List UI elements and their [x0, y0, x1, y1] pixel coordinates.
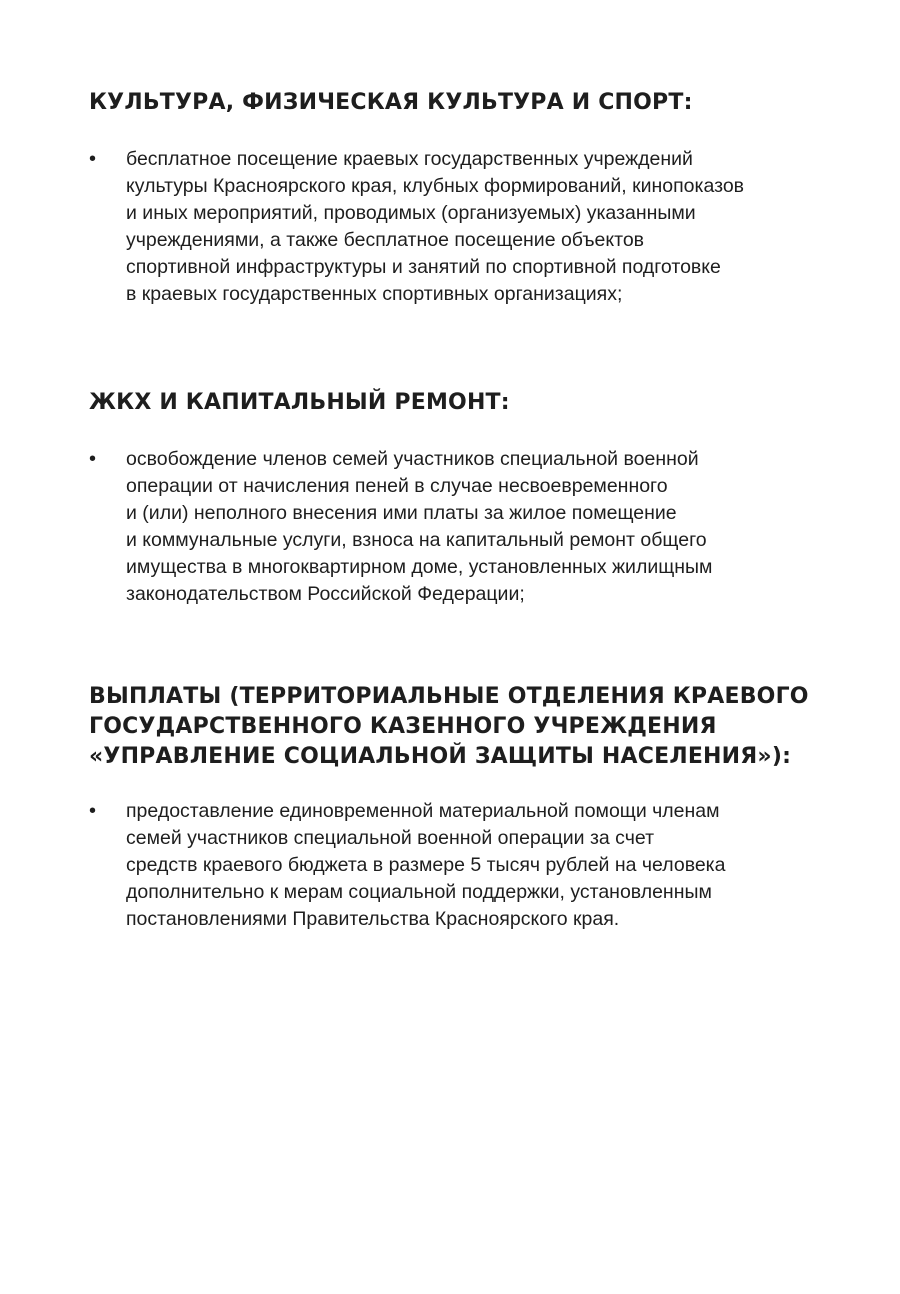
item-line: операции от начисления пеней в случае несвоевременного [126, 475, 668, 497]
list-item-payments [126, 798, 726, 933]
item-line: постановлениями Правительства Красноярского края. [126, 908, 620, 930]
item-line: дополнительно к мерам социальной поддержки, установленным [126, 881, 712, 903]
item-line: освобождение членов семей участников специальной военной [126, 448, 699, 470]
heading-line: ЖКХ И КАПИТАЛЬНЫЙ РЕМОНТ: [89, 390, 510, 415]
item-line: бесплатное посещение краевых государственных учреждений [126, 148, 693, 170]
section-heading-payments [89, 682, 809, 772]
item-line: в краевых государственных спортивных организациях; [126, 283, 623, 305]
bullet-marker: • [89, 800, 97, 822]
item-line: предоставление единовременной материальной помощи членам [126, 800, 720, 822]
list-item-culture [126, 146, 744, 308]
item-line: законодательством Российской Федерации; [126, 583, 525, 605]
section-heading-culture [89, 88, 693, 118]
item-line: средств краевого бюджета в размере 5 тысяч рублей на человека [126, 854, 726, 876]
item-line: семей участников специальной военной операции за счет [126, 827, 655, 849]
item-line: и иных мероприятий, проводимых (организуемых) указанными [126, 202, 696, 224]
heading-line: ГОСУДАРСТВЕННОГО КАЗЕННОГО УЧРЕЖДЕНИЯ [89, 714, 717, 739]
bullet-marker: • [89, 448, 97, 470]
list-item-housing [126, 446, 712, 608]
item-line: и (или) неполного внесения ими платы за жилое помещение [126, 502, 677, 524]
item-line: учреждениями, а также бесплатное посещение объектов [126, 229, 645, 251]
heading-line: «УПРАВЛЕНИЕ СОЦИАЛЬНОЙ ЗАЩИТЫ НАСЕЛЕНИЯ»): [89, 744, 792, 769]
item-line: и коммунальные услуги, взноса на капитальный ремонт общего [126, 529, 707, 551]
heading-line: ВЫПЛАТЫ (ТЕРРИТОРИАЛЬНЫЕ ОТДЕЛЕНИЯ КРАЕВОГО [89, 684, 809, 709]
heading-line: КУЛЬТУРА, ФИЗИЧЕСКАЯ КУЛЬТУРА И СПОРТ: [89, 90, 693, 115]
section-heading-housing [89, 388, 510, 418]
item-line: культуры Красноярского края, клубных формирований, кинопоказов [126, 175, 745, 197]
bullet-marker: • [89, 148, 97, 170]
item-line: имущества в многоквартирном доме, установленных жилищным [126, 556, 713, 578]
item-line: спортивной инфраструктуры и занятий по спортивной подготовке [126, 256, 721, 278]
